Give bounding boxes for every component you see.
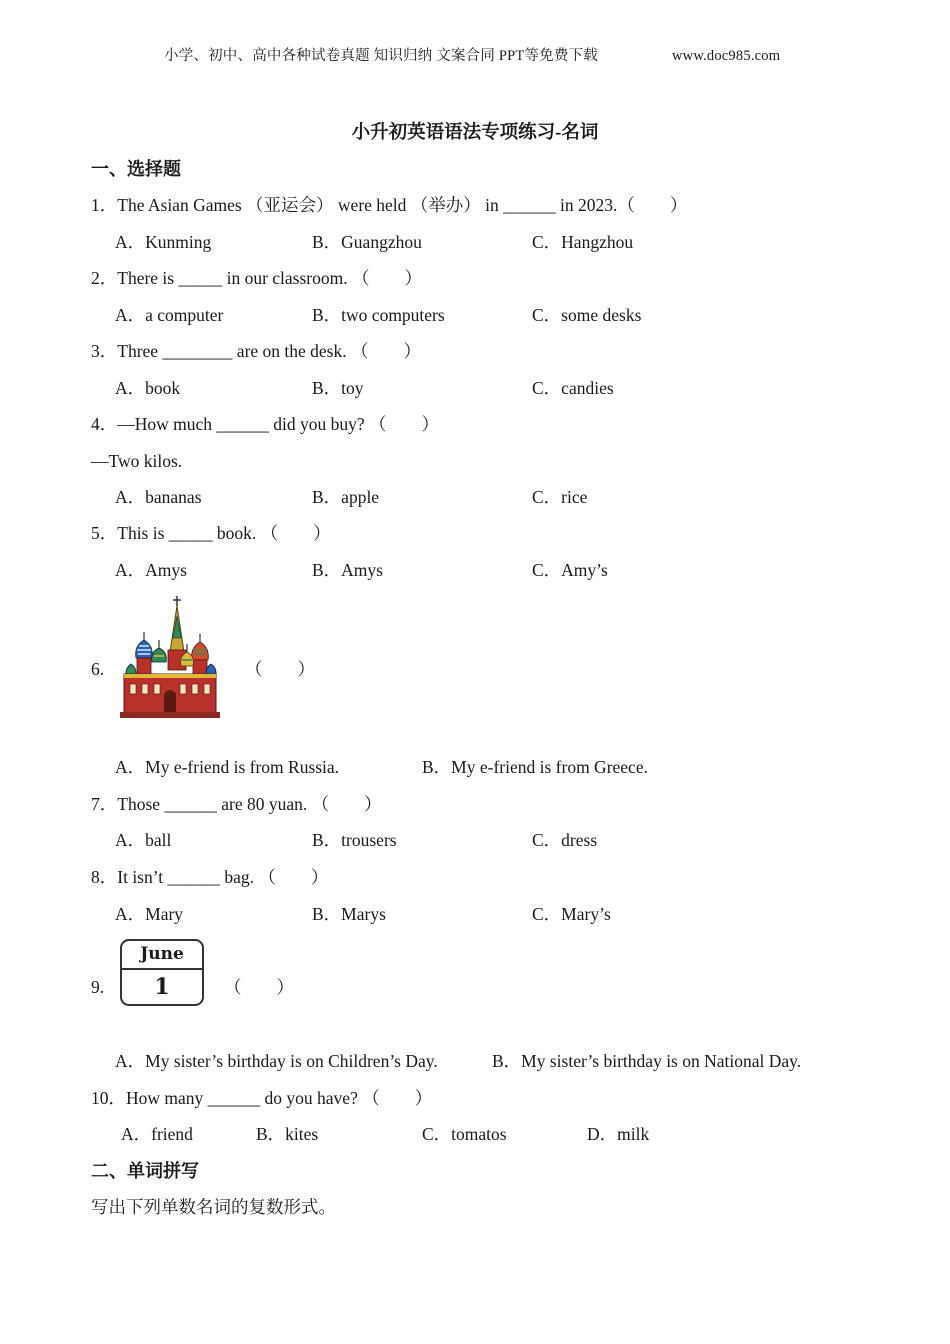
header-website: www.doc985.com	[672, 48, 781, 64]
option-b: B．Guangzhou	[312, 232, 422, 252]
question-stem: 8．It isn’t ______ bag. （ ）	[91, 867, 329, 887]
option-b: B．My sister’s birthday is on National Day.	[492, 1051, 802, 1071]
option-b: B．two computers	[312, 305, 445, 325]
section-instruction: 写出下列单数名词的复数形式。	[91, 1197, 336, 1217]
answer-paren: （ ）	[224, 977, 294, 997]
option-b: B．toy	[312, 378, 364, 398]
question-stem: 4．—How much ______ did you buy? （ ）	[91, 414, 440, 434]
option-a: A．My e-friend is from Russia.	[115, 757, 340, 777]
option-a: A．Mary	[115, 904, 184, 924]
question-number: 9.	[91, 977, 105, 997]
question-stem: 7．Those ______ are 80 yuan. （ ）	[91, 794, 382, 814]
calendar-image	[120, 939, 204, 1006]
question-dialogue-answer: —Two kilos.	[91, 451, 183, 471]
question-stem: 5．This is _____ book. （ ）	[91, 523, 331, 543]
section-heading-spelling: 二、单词拼写	[91, 1161, 199, 1181]
question-number: 6.	[91, 659, 105, 679]
option-b: B．Amys	[312, 560, 383, 580]
option-b: B．trousers	[312, 830, 397, 850]
calendar-month: June	[122, 941, 202, 970]
option-c: C．some desks	[532, 305, 642, 325]
option-a: A．My sister’s birthday is on Children’s Day.	[115, 1051, 438, 1071]
question-stem: 10．How many ______ do you have? （ ）	[91, 1088, 433, 1108]
option-c: C．rice	[532, 487, 588, 507]
option-b: B．kites	[256, 1124, 319, 1144]
question-stem: 2．There is _____ in our classroom. （ ）	[91, 268, 422, 288]
option-a: A．ball	[115, 830, 172, 850]
option-b: B．Marys	[312, 904, 386, 924]
option-c: C．Mary’s	[532, 904, 611, 924]
calendar-day: 1	[154, 974, 170, 1000]
option-c: C．candies	[532, 378, 614, 398]
option-c: C．Hangzhou	[532, 232, 634, 252]
option-b: B．apple	[312, 487, 380, 507]
option-d: D．milk	[587, 1124, 650, 1144]
option-a: A．Amys	[115, 560, 187, 580]
question-stem: 1．The Asian Games （亚运会） were held （举办） in ______ in 2023.（ ）	[91, 195, 688, 215]
option-b: B．My e-friend is from Greece.	[422, 757, 648, 777]
option-c: C．dress	[532, 830, 598, 850]
section-heading-choice: 一、选择题	[91, 159, 181, 179]
option-c: C．tomatos	[422, 1124, 507, 1144]
question-stem: 3．Three ________ are on the desk. （ ）	[91, 341, 421, 361]
cathedral-image	[120, 594, 220, 720]
option-a: A．book	[115, 378, 181, 398]
header-banner: 小学、初中、高中各种试卷真题 知识归纳 文案合同 PPT等免费下载	[164, 48, 598, 64]
page-title: 小升初英语语法专项练习-名词	[351, 123, 599, 143]
option-a: A．bananas	[115, 487, 202, 507]
option-a: A．Kunming	[115, 232, 212, 252]
option-a: A．friend	[121, 1124, 193, 1144]
option-a: A．a computer	[115, 305, 224, 325]
option-c: C．Amy’s	[532, 560, 608, 580]
answer-paren: （ ）	[245, 659, 315, 679]
